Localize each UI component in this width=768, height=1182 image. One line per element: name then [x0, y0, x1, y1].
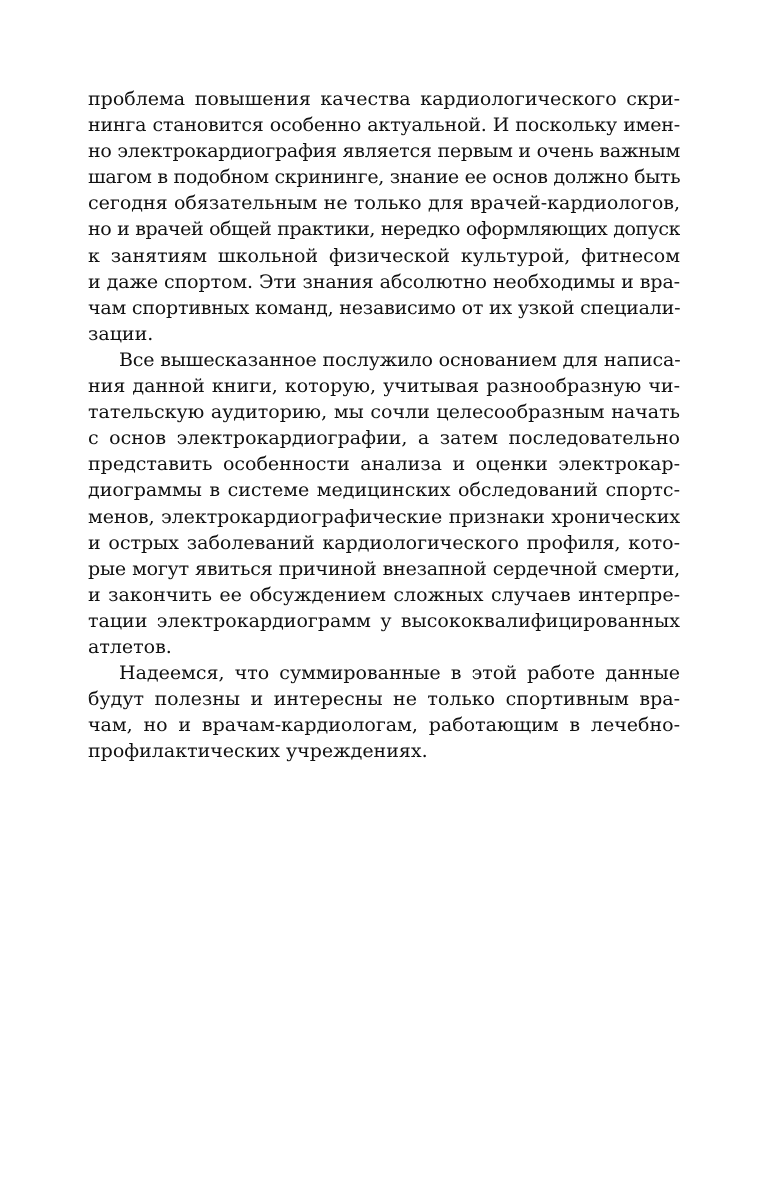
text-line: и даже спортом. Эти знания абсолютно необходимы и вра- — [88, 270, 680, 293]
text-line: и закончить ее обсуждением сложных случаев интерпре- — [88, 583, 680, 606]
text-line: Все вышесказанное послужило основанием для написа- — [119, 348, 680, 371]
text-line: тательскую аудиторию, мы сочли целесообразным начать — [88, 401, 680, 424]
text-line: будут полезны и интересны не только спортивным вра- — [88, 688, 680, 711]
text-line: проблема повышения качества кардиологического скри- — [88, 88, 680, 110]
text-line: ния данной книги, которую, учитывая разнообразную чи- — [88, 375, 680, 398]
paragraph-3 — [88, 660, 680, 764]
text-line: но и врачей общей практики, нередко оформляющих допуск — [88, 218, 680, 241]
text-line: профилактических учреждениях. — [88, 740, 428, 763]
text-line: атлетов. — [88, 635, 172, 658]
text-line: но электрокардиография является первым и очень важным — [88, 140, 680, 163]
text-line: к занятиям школьной физической культурой, фитнесом — [88, 244, 680, 267]
text-line: сегодня обязательным не только для врачей-кардиологов, — [88, 192, 680, 215]
text-line: тации электрокардиограмм у высококвалифицированных — [88, 609, 680, 632]
text-line: зации. — [88, 322, 154, 345]
text-line: чам, но и врачам-кардиологам, работающим в лечебно- — [88, 714, 680, 737]
text-line: нинга становится особенно актуальной. И поскольку имен- — [88, 114, 680, 137]
text-line: диограммы в системе медицинских обследований спортс- — [88, 479, 680, 502]
text-line: чам спортивных команд, независимо от их узкой специали- — [88, 296, 680, 319]
text-line: с основ электрокардиографии, а затем последовательно — [88, 427, 680, 450]
body-text — [88, 86, 680, 764]
text-line: представить особенности анализа и оценки электрокар- — [88, 453, 680, 476]
text-line: и острых заболеваний кардиологического профиля, кото- — [88, 531, 680, 554]
text-line: рые могут явиться причиной внезапной сердечной смерти, — [88, 557, 680, 580]
paragraph-2 — [88, 347, 680, 660]
text-line: менов, электрокардиографические признаки хронических — [88, 505, 680, 528]
paragraph-1 — [88, 86, 680, 347]
text-line: шагом в подобном скрининге, знание ее основ должно быть — [88, 166, 680, 189]
text-line: Надеемся, что суммированные в этой работе данные — [119, 662, 680, 685]
